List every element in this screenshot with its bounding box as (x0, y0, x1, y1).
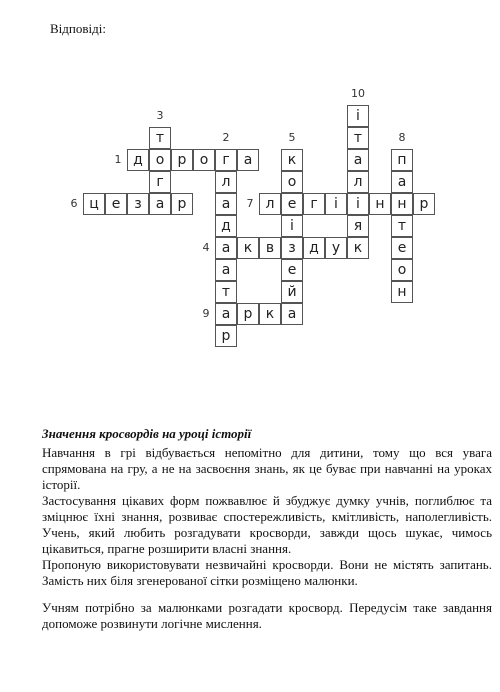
crossword-cell: і (325, 193, 347, 215)
crossword-cell: о (193, 149, 215, 171)
article-title: Значення кросвордів на уроці історії (42, 426, 252, 441)
crossword-cell: к (281, 149, 303, 171)
crossword-cell: о (281, 171, 303, 193)
crossword-cell: а (215, 237, 237, 259)
crossword-cell: і (347, 105, 369, 127)
clue-number: 2 (222, 131, 230, 144)
crossword-cell: а (149, 193, 171, 215)
crossword-cell: і (281, 215, 303, 237)
crossword-cell: а (281, 303, 303, 325)
crossword-cell: д (215, 215, 237, 237)
answers-heading: Відповіді: (50, 21, 106, 36)
crossword-cell: р (237, 303, 259, 325)
clue-number: 4 (202, 241, 210, 254)
crossword-cell: т (215, 281, 237, 303)
crossword-cell: а (215, 259, 237, 281)
article-paragraph-4: Учням потрібно за малюнками розгадати кросворд. Передусім таке завдання допоможе розвинути логічне мислення. (42, 600, 492, 631)
crossword-cell: д (127, 149, 149, 171)
crossword-cell: о (391, 259, 413, 281)
crossword-cell: т (347, 127, 369, 149)
crossword-cell: г (215, 149, 237, 171)
article-paragraph-3: Пропоную використовувати незвичайні кросворди. Вони не містять запитань. Замість них біля згенерованої сітки розміщено малюнки. (42, 557, 492, 588)
crossword-cell: е (105, 193, 127, 215)
article-section (42, 426, 492, 632)
clue-number: 7 (246, 197, 254, 210)
crossword-cell: д (303, 237, 325, 259)
crossword-cell: е (281, 259, 303, 281)
crossword-cell: н (391, 281, 413, 303)
article-paragraph-2: Застосування цікавих форм пожвавлює й збуджує думку учнів, поглиблює та зміцнює їхні знання, розвиває спостережливість, кмітливість, наполегливість. Учень, який любить розгадувати кросворди, завжди щось шукає, чимось цікавиться, прагне розширити власні знання. (42, 493, 492, 556)
crossword-cell: а (215, 303, 237, 325)
crossword-cell: я (347, 215, 369, 237)
crossword-cell: п (391, 149, 413, 171)
crossword-cell: е (391, 237, 413, 259)
crossword-cell: к (259, 303, 281, 325)
crossword-cell: н (369, 193, 391, 215)
crossword-cell: л (215, 171, 237, 193)
crossword-cell: г (303, 193, 325, 215)
crossword-cell: й (281, 281, 303, 303)
crossword-cell: г (149, 171, 171, 193)
crossword-cell: і (347, 193, 369, 215)
clue-number: 10 (351, 87, 365, 100)
clue-number: 3 (156, 109, 164, 122)
article-paragraph-1: Навчання в грі відбувається непомітно для дитини, тому що вся увага спрямована на гру, а не на засвоєння знань, як це буває при навчанні на уроках історії. (42, 445, 492, 492)
crossword-cell: а (215, 193, 237, 215)
crossword-cell: т (149, 127, 171, 149)
clue-number: 6 (70, 197, 78, 210)
clue-number: 9 (202, 307, 210, 320)
crossword-cell: а (347, 149, 369, 171)
crossword-cell: р (171, 149, 193, 171)
crossword-cell: р (413, 193, 435, 215)
crossword-cell: в (259, 237, 281, 259)
crossword-cell: л (259, 193, 281, 215)
crossword-cell: н (391, 193, 413, 215)
crossword-cell: е (281, 193, 303, 215)
crossword-cell: р (171, 193, 193, 215)
crossword-cell: т (391, 215, 413, 237)
crossword-cell: р (215, 325, 237, 347)
crossword-cell: а (391, 171, 413, 193)
crossword-cell: к (237, 237, 259, 259)
crossword-cell: о (149, 149, 171, 171)
clue-number: 1 (114, 153, 122, 166)
crossword-cell: з (281, 237, 303, 259)
crossword-cell: к (347, 237, 369, 259)
crossword-cell: у (325, 237, 347, 259)
clue-number: 8 (398, 131, 406, 144)
crossword-cell: з (127, 193, 149, 215)
crossword-cell: ц (83, 193, 105, 215)
crossword-cell: а (237, 149, 259, 171)
clue-number: 5 (288, 131, 296, 144)
crossword-cell: л (347, 171, 369, 193)
